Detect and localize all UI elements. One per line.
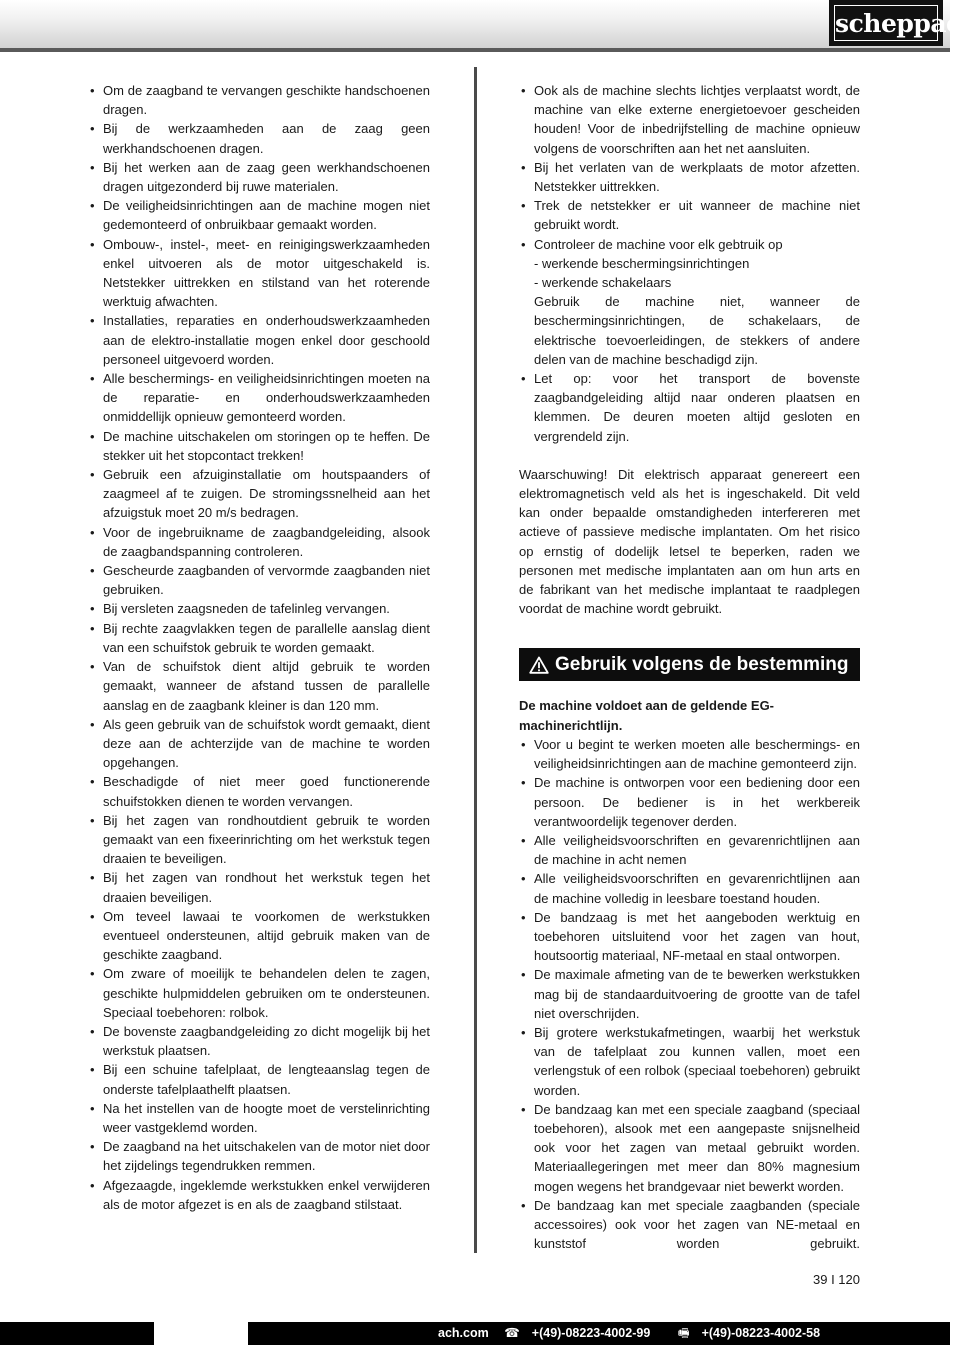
list-item: • Beschadigde of niet meer goed functionerende schuifstokken dienen te worden vervangen. bbox=[88, 772, 430, 810]
list-item: • Bij een schuine tafelplaat, de lengteaanslag tegen de onderste tafelplaathelft plaatsen. bbox=[88, 1060, 430, 1098]
list-item: • Bij het zagen van rondhoutdient gebruik te worden gemaakt van een fixeerinrichting om het werkstuk tegen draaien te beveiligen. bbox=[88, 811, 430, 869]
left-bullet-list bbox=[88, 81, 430, 1214]
header-band bbox=[0, 0, 950, 50]
list-item: • De bandzaag kan met speciale zaagbanden (speciale accessoires) ook voor het zagen van NE-metaal en kunststof worden gebruikt. bbox=[519, 1196, 860, 1254]
page-number: 39 I 120 bbox=[813, 1272, 860, 1287]
list-item: • Let op: voor het transport de bovenste zaagbandgeleiding altijd naar onderen plaatsen en klemmen. De deuren moeten altijd gesloten en vergrendeld zijn. bbox=[519, 369, 860, 446]
footer-fax: +(49)-08223-4002-58 bbox=[701, 1326, 821, 1340]
list-item: • De bandzaag is met het aangeboden werktuig en toebehoren uitsluitend voor het zagen van hout, houtsoortig materiaal, NF-metaal en staal ontworpen. bbox=[519, 908, 860, 966]
list-item: • Ombouw-, instel-, meet- en reinigingswerkzaamheden enkel uitvoeren als de motor uitgeschakeld is. Netstekker uittrekken en stilstand van het roterende werktuig afwachten. bbox=[88, 235, 430, 312]
left-column bbox=[88, 81, 430, 1214]
list-item: • De zaagband na het uitschakelen van de motor niet door het zijdelings tegendrukken remmen. bbox=[88, 1137, 430, 1175]
list-item: • Alle veiligheidsvoorschriften en gevarenrichtlijnen aan de machine volledig in leesbare toestand houden. bbox=[519, 869, 860, 907]
list-item: • Bij het zagen van rondhout het werkstuk tegen het draaien beveiligen. bbox=[88, 868, 430, 906]
list-item: • Bij rechte zaagvlakken tegen de parallelle aanslag dient van een schuifstok gebruik te worden gemaakt. bbox=[88, 619, 430, 657]
list-item: • Voor u begint te werken moeten alle beschermings- en veiligheidsinrichtingen aan de machine gemonteerd zijn. bbox=[519, 735, 860, 773]
right-bullet-list bbox=[519, 81, 860, 446]
list-item: • Van de schuifstok dient altijd gebruik te worden gemaakt, wanneer de afstand tussen de parallelle aanslag en de zaagbank kleiner is dan 120 mm. bbox=[88, 657, 430, 715]
fax-icon: 🖷 bbox=[677, 1326, 690, 1340]
check-line-1: - werkende beschermingsinrichtingen bbox=[534, 255, 750, 271]
footer-phone: +(49)-08223-4002-99 bbox=[531, 1326, 651, 1340]
list-item: • Om teveel lawaai te voorkomen de werkstukken eventueel ondersteunen, altijd gebruik maken van de geschikte zaagband. bbox=[88, 907, 430, 965]
usage-bullet-list bbox=[519, 735, 860, 1253]
list-item: • Voor de ingebruikname de zaagbandgeleiding, alsook de zaagbandspanning controleren. bbox=[88, 523, 430, 561]
list-item: • Bij de werkzaamheden aan de zaag geen werkhandschoenen dragen. bbox=[88, 119, 430, 157]
list-item: • De veiligheidsinrichtingen aan de machine mogen niet gedemonteerd of onbruikbaar gemaakt worden. bbox=[88, 196, 430, 234]
section-lead: De machine voldoet aan de geldende EG-machinerichtlijn. bbox=[519, 698, 775, 733]
footer-white-block bbox=[154, 1322, 248, 1345]
list-item: • Trek de netstekker er uit wanneer de machine niet gebruikt wordt. bbox=[519, 196, 860, 234]
footer-contact bbox=[438, 1322, 844, 1345]
list-item: • Installaties, reparaties en onderhoudswerkzaamheden aan de elektro-installatie mogen enkel door geschoold personeel uitgevoerd worden. bbox=[88, 311, 430, 369]
list-item: • De machine uitschakelen om storingen op te heffen. De stekker uit het stopcontact trekken! bbox=[88, 427, 430, 465]
list-item: • Na het instellen van de hoogte moet de verstelinrichting weer vastgeklemd worden. bbox=[88, 1099, 430, 1137]
list-item: • De bandzaag kan met een speciale zaagband (speciaal toebehoren), alsook met een aangepaste snijsnelheid ook voor het zagen van metaal gebruikt worden. Materiaallegeringen met meer dan 80% magnesium mogen wegens het brandgevaar niet bewerkt worden. bbox=[519, 1100, 860, 1196]
header-rule bbox=[0, 48, 950, 52]
list-item: • Om zware of moeilijk te behandelen delen te zagen, geschikte hulpmiddelen gebruiken om te ondersteunen. Speciaal toebehoren: rolbok. bbox=[88, 964, 430, 1022]
check-line-2: - werkende schakelaars bbox=[534, 275, 672, 291]
list-item: • Alle beschermings- en veiligheidsinrichtingen moeten na de reparatie- en onderhoudswerkzaamheden onmiddellijk opnieuw gemonteerd worden. bbox=[88, 369, 430, 427]
list-item: • Om de zaagband te vervangen geschikte handschoenen dragen. bbox=[88, 81, 430, 119]
list-item: • Ook als de machine slechts lichtjes verplaatst wordt, de machine van elke externe energietoevoer gescheiden houden! Voor de inbedrijfstelling de machine opnieuw volgens de voorschriften aan het net aansluiten. bbox=[519, 81, 860, 158]
check-rest: Gebruik de machine niet, wanneer de beschermingsinrichtingen, de schakelaars, de elektrische toevoerleidingen, de stekkers of andere delen van de machine beschadigd zijn. bbox=[534, 294, 860, 367]
list-item: • Gebruik een afzuiginstallatie om houtspaanders of zaagmeel af te zuigen. De stromingssnelheid aan het afzuigstuk moet 20 m/s bedragen. bbox=[88, 465, 430, 523]
list-item: • Bij versleten zaagsneden de tafelinleg vervangen. bbox=[88, 599, 430, 618]
list-item: • Als geen gebruik van de schuifstok wordt gemaakt, dient deze aan de achterzijde van de machine te worden opgehangen. bbox=[88, 715, 430, 773]
right-column bbox=[519, 81, 860, 1253]
emf-warning-paragraph: Waarschuwing! Dit elektrisch apparaat genereert een elektromagnetisch veld als het is ingeschakeld. Dit veld kan onder bepaalde omstandigheden interfereren met actieve of passieve medische implantaten. Om het risico op ernstig of dodelijk letsel te beperken, raden we personen met medische implantaten aan om hun arts en de fabrikant van het medische implantaat te raadplegen voordat de machine wordt gebruikt. bbox=[519, 466, 860, 617]
footer-website[interactable]: ach.com bbox=[438, 1326, 489, 1340]
phone-icon: ☎ bbox=[504, 1326, 520, 1340]
list-item: • Gescheurde zaagbanden of vervormde zaagbanden niet gebruiken. bbox=[88, 561, 430, 599]
column-divider bbox=[474, 67, 477, 1253]
scheppach-logo bbox=[829, 0, 978, 46]
list-item: • Bij het werken aan de zaag geen werkhandschoenen dragen uitgezonderd bij ruwe materialen. bbox=[88, 158, 430, 196]
check-intro: • Controleer de machine voor elk gebtruik op bbox=[534, 236, 783, 252]
list-item: • Bij het verlaten van de werkplaats de motor afzetten. Netstekker uittrekken. bbox=[519, 158, 860, 196]
list-item-check bbox=[519, 235, 860, 369]
list-item: • De bovenste zaagbandgeleiding zo dicht mogelijk bij het werkstuk plaatsen. bbox=[88, 1022, 430, 1060]
warning-triangle-icon bbox=[529, 656, 549, 674]
list-item: • Alle veiligheidsvoorschriften en gevarenrichtlijnen aan de machine in acht nemen bbox=[519, 831, 860, 869]
section-title: Gebruik volgens de bestemming bbox=[555, 654, 849, 676]
list-item: • Afgezaagde, ingeklemde werkstukken enkel verwijderen als de motor afgezet is en als de zaagband stilstaat. bbox=[88, 1176, 430, 1214]
logo-text: scheppach bbox=[834, 5, 938, 41]
list-item: • Bij grotere werkstukafmetingen, waarbij het werkstuk van de tafelplaat zou kunnen vallen, moet een verlengstuk of een rolbok (speciaal toebehoren) gebruikt worden. bbox=[519, 1023, 860, 1100]
section-heading bbox=[519, 648, 860, 681]
list-item: • De maximale afmeting van de te bewerken werkstukken mag bij de standaarduitvoering de grootte van de tafel niet overschrijden. bbox=[519, 965, 860, 1023]
list-item: • De machine is ontworpen voor een bediening door een persoon. De bediener is in het werkbereik verantwoordelijk tegenover derden. bbox=[519, 773, 860, 831]
